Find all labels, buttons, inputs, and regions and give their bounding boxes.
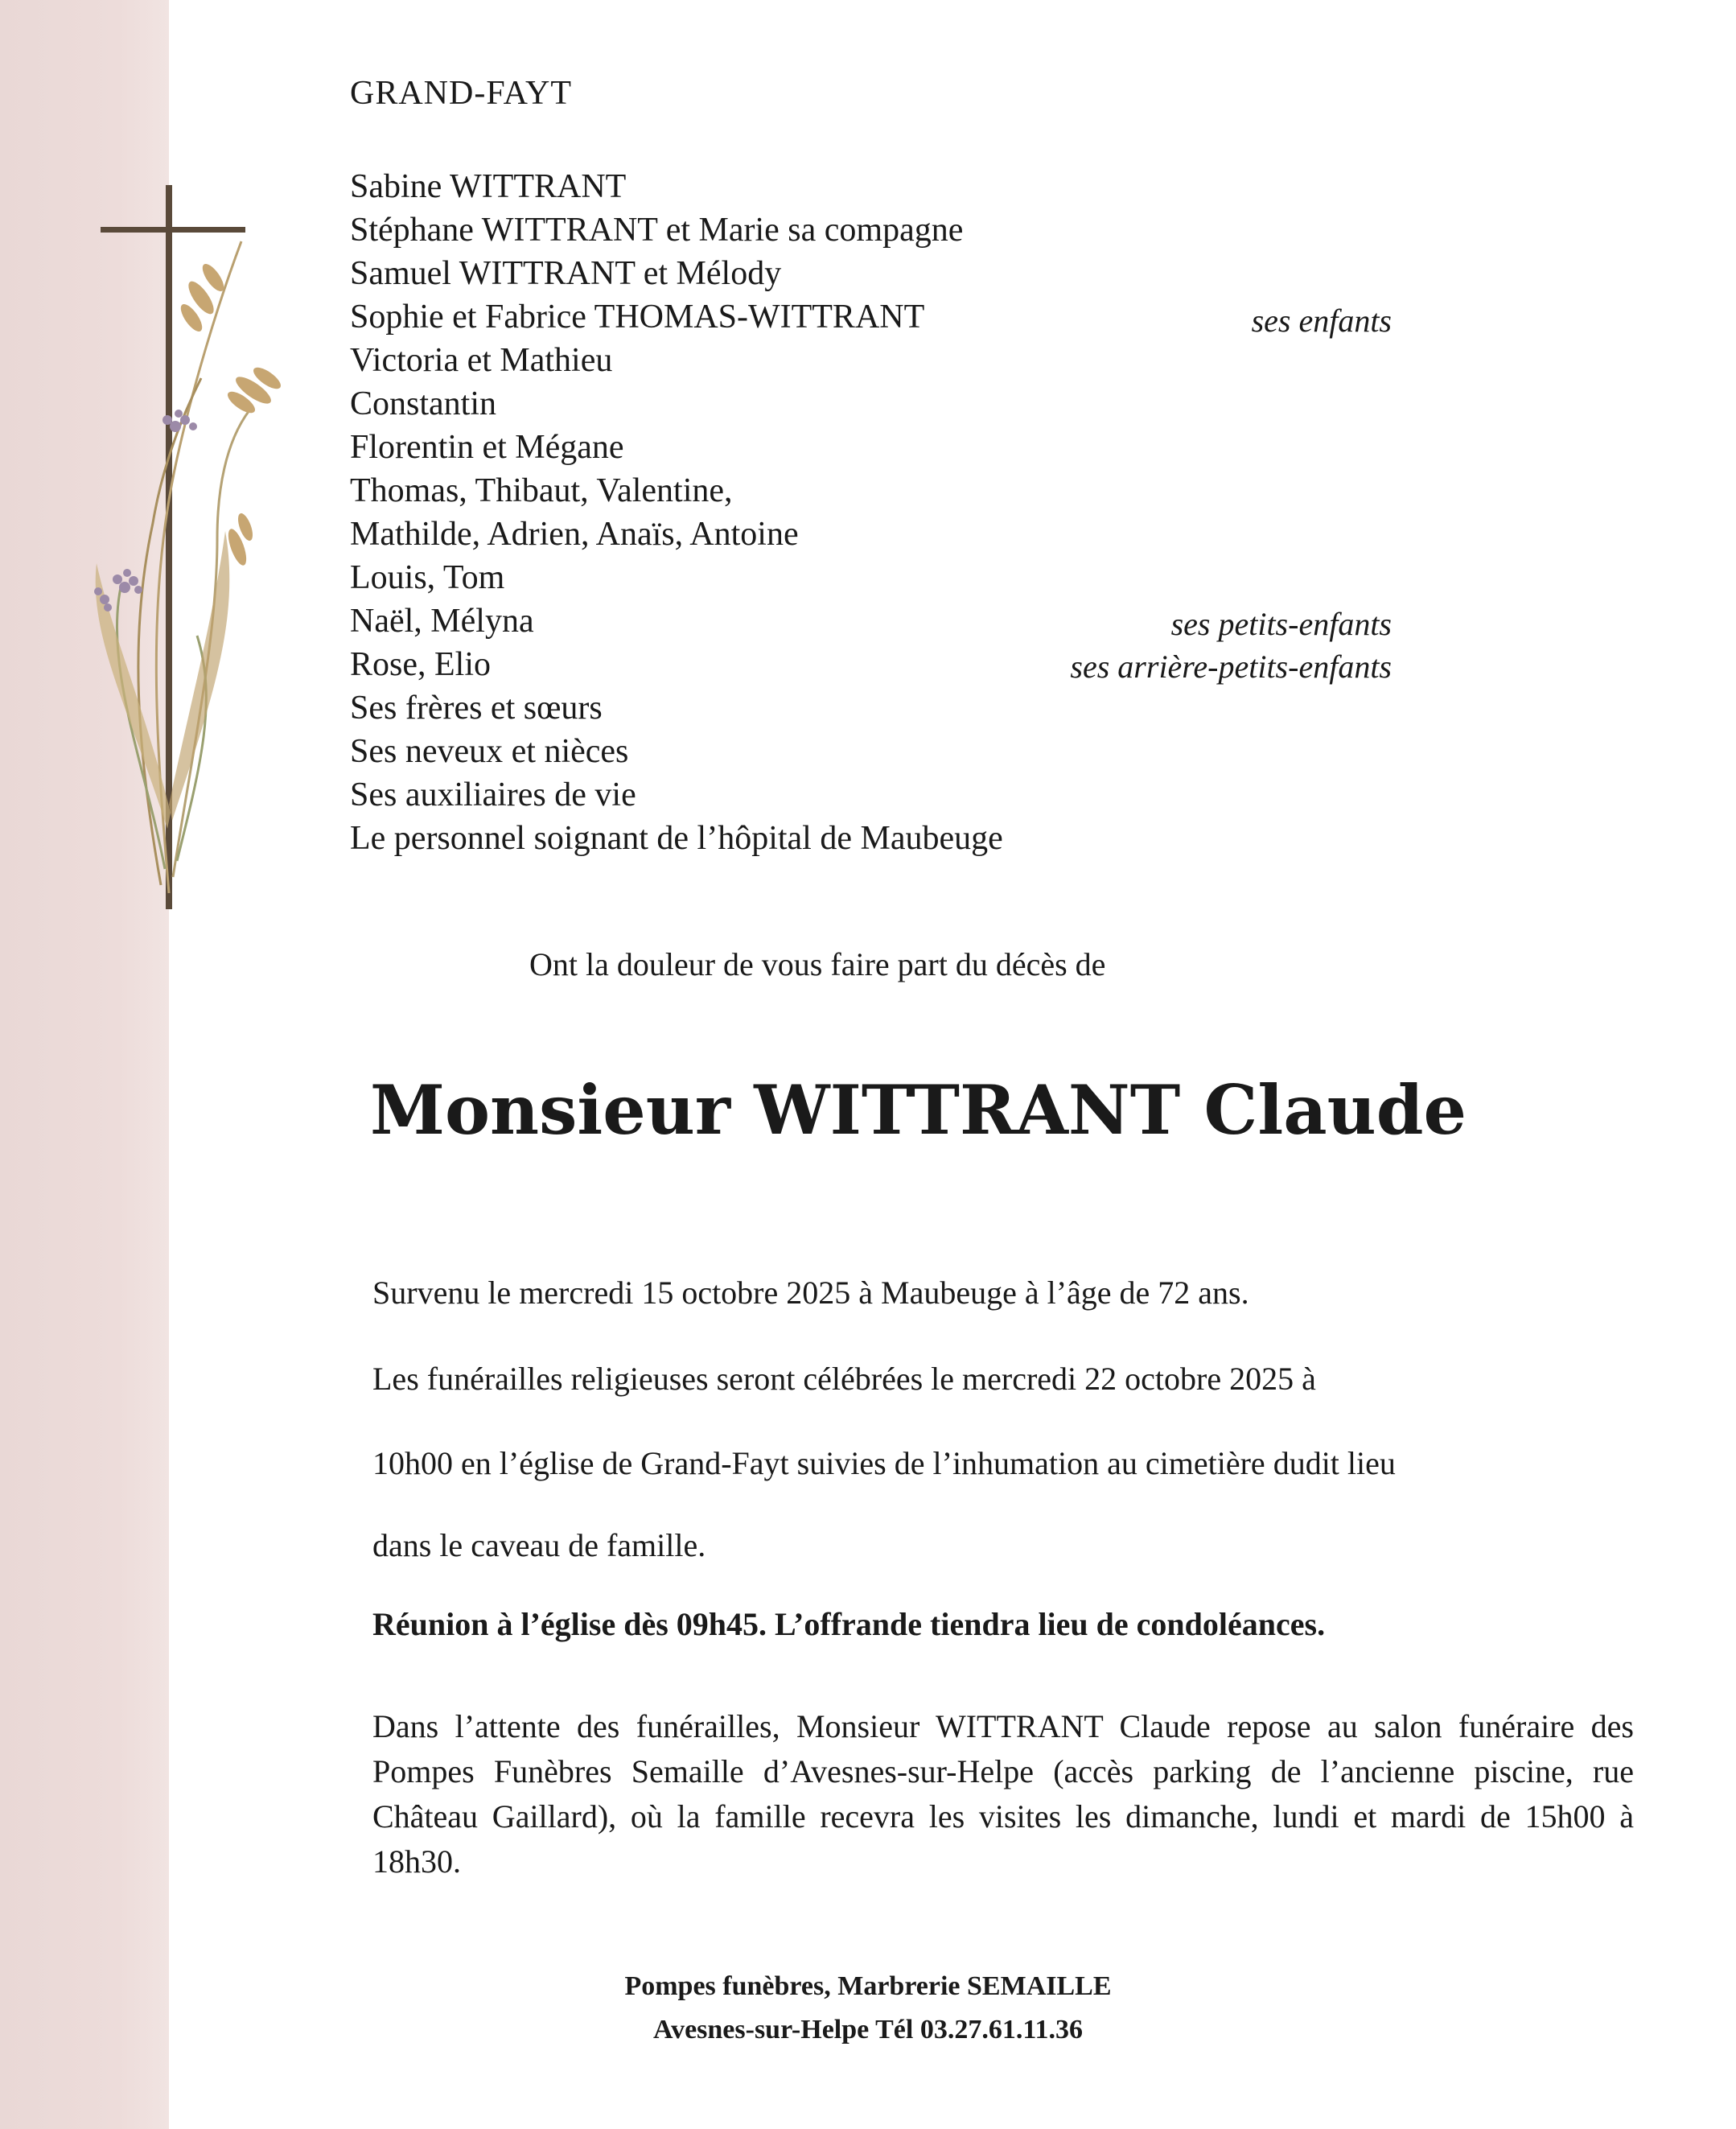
role-great-grandchildren: ses arrière-petits-enfants [1070, 649, 1392, 685]
cross-with-wheat-icon [80, 185, 290, 909]
family-member: Louis, Tom [350, 559, 505, 596]
family-member: Thomas, Thibaut, Valentine, [350, 472, 733, 509]
family-member: Sabine WITTRANT [350, 168, 627, 205]
death-details: Survenu le mercredi 15 octobre 2025 à Maubeuge à l’âge de 72 ans. [372, 1275, 1249, 1311]
family-member: Naël, Mélyna [350, 603, 534, 640]
family-member: Stéphane WITTRANT et Marie sa compagne [350, 212, 964, 249]
role-grandchildren: ses petits-enfants [1170, 606, 1392, 642]
family-member: Le personnel soignant de l’hôpital de Maubeuge [350, 820, 1003, 857]
town-name: GRAND-FAYT [350, 75, 573, 112]
visitation-paragraph: Dans l’attente des funérailles, Monsieur WITTRANT Claude repose au salon funéraire des Pompes Funèbres Semaille d’Avesnes-sur-Helpe (accès parking de l’ancienne piscine, rue Château Gaillard), où la famille recevra les visites les dimanche, lundi et mardi de 15h00 à 18h30. [372, 1708, 1634, 1880]
family-member: Victoria et Mathieu [350, 342, 613, 379]
funeral-details-line: Les funérailles religieuses seront célébrées le mercredi 22 octobre 2025 à [372, 1361, 1316, 1397]
announcement-intro: Ont la douleur de vous faire part du décès de [529, 946, 1106, 982]
family-member: Florentin et Mégane [350, 429, 624, 466]
funeral-home-contact: Avesnes-sur-Helpe Tél 03.27.61.11.36 [653, 2015, 1083, 2045]
meeting-notice: Réunion à l’église dès 09h45. L’offrande tiendra lieu de condoléances. [372, 1606, 1326, 1642]
family-member: Sophie et Fabrice THOMAS-WITTRANT [350, 299, 925, 336]
family-member: Mathilde, Adrien, Anaïs, Antoine [350, 516, 799, 553]
family-member: Ses frères et sœurs [350, 690, 603, 727]
funeral-details-line: 10h00 en l’église de Grand-Fayt suivies de l’inhumation au cimetière dudit lieu [372, 1445, 1396, 1481]
funeral-home-name: Pompes funèbres, Marbrerie SEMAILLE [624, 1971, 1112, 2001]
deceased-name: Monsieur WITTRANT Claude [370, 1070, 1467, 1150]
family-member: Rose, Elio [350, 646, 491, 683]
family-member: Ses auxiliaires de vie [350, 776, 636, 813]
family-member: Samuel WITTRANT et Mélody [350, 255, 782, 292]
funeral-details-line: dans le caveau de famille. [372, 1527, 706, 1563]
role-children: ses enfants [1251, 303, 1392, 339]
family-member: Constantin [350, 385, 497, 422]
family-member: Ses neveux et nièces [350, 733, 629, 770]
